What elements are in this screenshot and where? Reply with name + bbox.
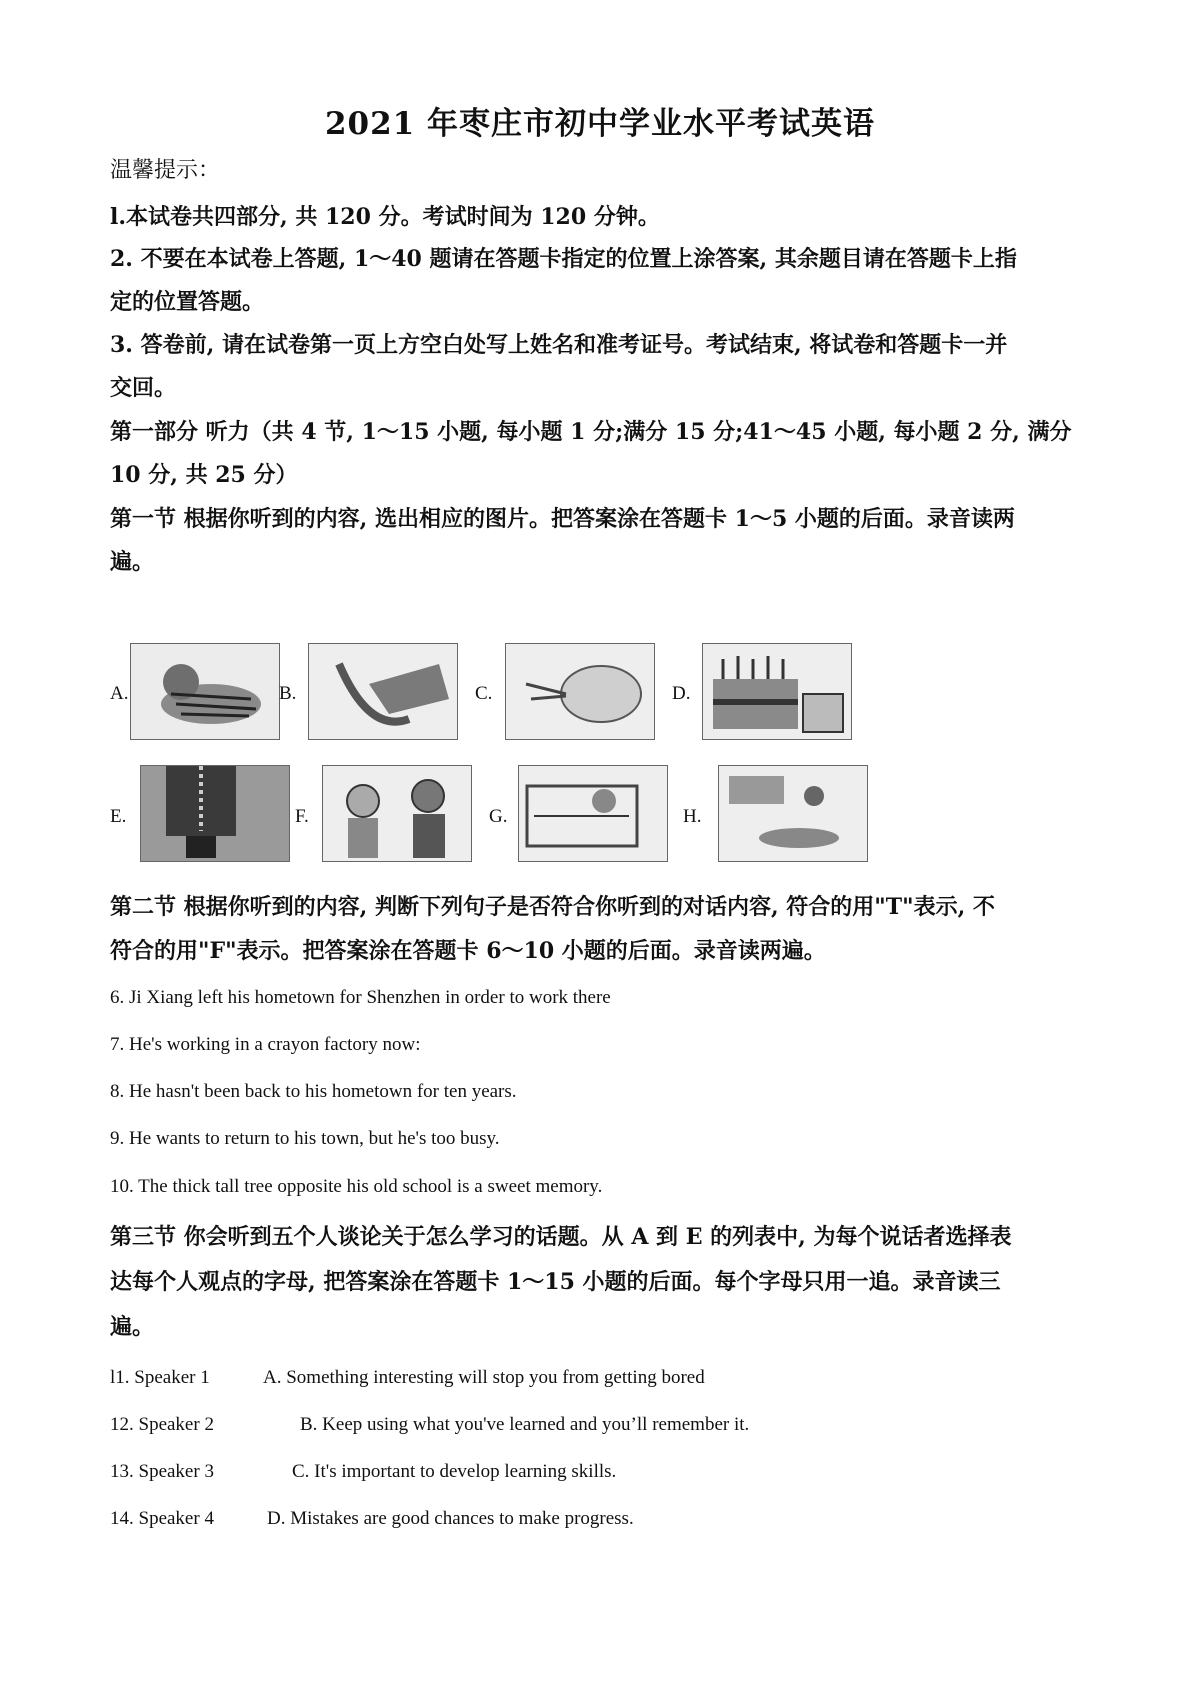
tip-1: l.本试卷共四部分, 共 120 分。考试时间为 120 分钟。 xyxy=(110,204,660,230)
choice-d: D. Mistakes are good chances to make progress. xyxy=(267,1508,634,1529)
tip-3-b: 交回。 xyxy=(110,375,177,401)
option-label-e: E. xyxy=(110,806,127,827)
option-label-c: C. xyxy=(475,683,493,704)
speaker-4: 14. Speaker 4 xyxy=(110,1508,214,1529)
choice-a: A. Something interesting will stop you from getting bored xyxy=(263,1367,705,1388)
option-label-f: F. xyxy=(295,806,309,827)
statement-9: 9. He wants to return to his town, but he's too busy. xyxy=(110,1128,500,1149)
section3-instructions-cont: 达每个人观点的字母, 把答案涂在答题卡 1～15 小题的后面。每个字母只用一追。录音读三 xyxy=(110,1269,1001,1295)
option-label-g: G. xyxy=(489,806,508,827)
statement-7: 7. He's working in a crayon factory now: xyxy=(110,1034,421,1055)
arguing-people-picture xyxy=(322,765,472,862)
tip-3-a: 3. 答卷前, 请在试卷第一页上方空白处写上姓名和准考证号。考试结束, 将试卷和答题卡一并 xyxy=(110,332,1008,358)
tips-heading: 温馨提示： xyxy=(110,158,221,183)
statement-8: 8. He hasn't been back to his hometown for ten years. xyxy=(110,1081,517,1102)
tiger-picture xyxy=(130,643,280,740)
part1-heading: 第一部分 听力（共 4 节, 1～15 小题, 每小题 1 分;满分 15 分;41～45 小题, 每小题 2 分, 满分 xyxy=(110,419,1072,445)
accident-picture xyxy=(718,765,868,862)
choice-b: B. Keep using what you've learned and you’ll remember it. xyxy=(300,1414,750,1435)
option-label-a: A. xyxy=(110,683,129,704)
speaker-1: l1. Speaker 1 xyxy=(110,1367,210,1388)
statement-6: 6. Ji Xiang left his hometown for Shenzhen in order to work there xyxy=(110,987,611,1008)
choice-c: C. It's important to develop learning skills. xyxy=(292,1461,617,1482)
statement-10: 10. The thick tall tree opposite his old school is a sweet memory. xyxy=(110,1176,603,1197)
turkey-picture xyxy=(505,643,655,740)
speaker-2: 12. Speaker 2 xyxy=(110,1414,214,1435)
part1-heading-cont: 10 分, 共 25 分） xyxy=(110,462,298,488)
banana-picture xyxy=(308,643,458,740)
section2-instructions: 第二节 根据你听到的内容, 判断下列句子是否符合你听到的对话内容, 符合的用"T"表示, 不 xyxy=(110,894,995,920)
section3-instructions-end: 遍。 xyxy=(110,1314,155,1340)
speaker-3: 13. Speaker 3 xyxy=(110,1461,214,1482)
section2-instructions-cont: 符合的用"F"表示。把答案涂在答题卡 6～10 小题的后面。录音读两遍。 xyxy=(110,938,826,964)
tip-2-a: 2. 不要在本试卷上答题, 1～40 题请在答题卡指定的位置上涂答案, 其余题目请在答题卡上指 xyxy=(110,246,1017,272)
option-label-h: H. xyxy=(683,806,702,827)
option-label-b: B. xyxy=(279,683,297,704)
section3-instructions: 第三节 你会听到五个人谈论关于怎么学习的话题。从 A 到 E 的列表中, 为每个说话者选择表 xyxy=(110,1224,1012,1250)
piano-picture xyxy=(518,765,668,862)
birthday-cake-picture xyxy=(702,643,852,740)
option-label-d: D. xyxy=(672,683,691,704)
page-title: 2021 年枣庄市初中学业水平考试英语 xyxy=(324,106,876,142)
tip-2-b: 定的位置答题。 xyxy=(110,289,265,315)
section1-instructions-cont: 遍。 xyxy=(110,549,155,575)
shoe-picture xyxy=(140,765,290,862)
section1-instructions: 第一节 根据你听到的内容, 选出相应的图片。把答案涂在答题卡 1～5 小题的后面。录音读两 xyxy=(110,506,1015,532)
